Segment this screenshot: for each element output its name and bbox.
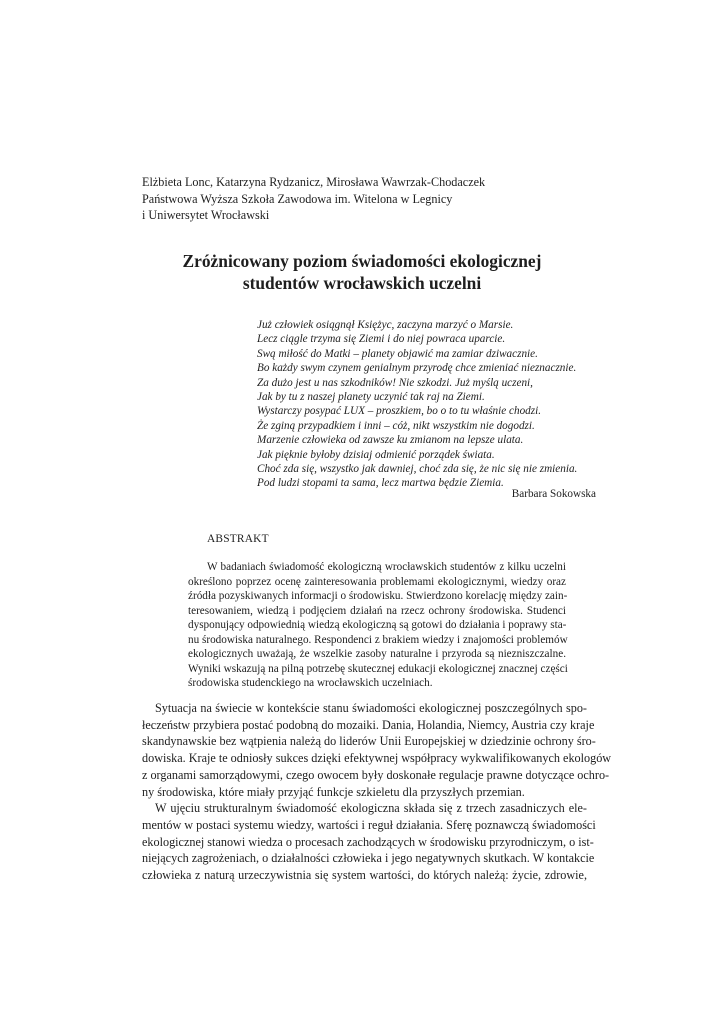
abstract-text	[188, 560, 566, 691]
body-line: człowieka z naturą urzeczywistnia się system wartości, do których należą: życie, zdrowie,	[142, 868, 587, 883]
poem-line: Pod ludzi stopami ta sama, lecz martwa będzie Ziemia.	[257, 477, 504, 490]
body-line: niejących zagrożeniach, o działalności człowieka i jego negatywnych skutkach. W kontakcie	[142, 851, 595, 866]
body-line: W ujęciu strukturalnym świadomość ekologiczna składa się z trzech zasadniczych ele-	[155, 801, 587, 816]
abstract-line: dysponujący odpowiednią wiedzą ekologiczną są gotowi do działania i poprawy sta-	[188, 619, 567, 631]
affiliation-line: Państwowa Wyższa Szkoła Zawodowa im. Witelona w Legnicy	[142, 191, 453, 206]
poem-line: Marzenie człowieka od zawsze ku zmianom na lepsze ulata.	[257, 434, 524, 447]
poem-line: Bo każdy swym czynem genialnym przyrodę chce zmieniać nieznacznie.	[257, 362, 577, 375]
poem-line: Że zginą przypadkiem i inni – cóż, nikt wszystkim nie dogodzi.	[257, 419, 535, 432]
body-line: ny środowiska, które miały przyjąć funkcje szkieletu dla przyszłych przemian.	[142, 784, 525, 799]
abstract-line: środowiska studenckiego na wrocławskich uczelniach.	[188, 677, 433, 689]
body-line: Sytuacja na świecie w kontekście stanu świadomości ekologicznej poszczególnych spo-	[155, 701, 587, 715]
article-title	[0, 250, 724, 294]
poem-author: Barbara Sokowska	[511, 488, 596, 500]
poem-line: Lecz ciągle trzyma się Ziemi i do niej powraca uparcie.	[257, 333, 506, 346]
body-text	[142, 700, 612, 884]
poem-line: Jak by tu z naszej planety uczynić tak raj na Ziemi.	[257, 391, 485, 404]
abstract-line: Wyniki wskazują na pilną potrzebę skutecznej edukacji ekologicznej znacznej części	[188, 662, 568, 675]
poem-line: Wystarczy posypać LUX – proszkiem, bo o to tu właśnie chodzi.	[257, 405, 542, 418]
title-line: studentów wrocławskich uczelni	[242, 273, 482, 293]
poem-line: Już człowiek osiągnął Księżyc, zaczyna marzyć o Marsie.	[257, 319, 514, 331]
author-names: Elżbieta Lonc, Katarzyna Rydzanicz, Mirosława Wawrzak-Chodaczek	[142, 175, 486, 189]
poem-line: Za dużo jest u nas szkodników! Nie szkodzi. Już myślą uczeni,	[257, 376, 533, 389]
abstract-line: nu środowiska naturalnego. Respondenci z brakiem wiedzy i znajomości problemów	[188, 633, 568, 646]
poem-line: Jak pięknie byłoby dzisiaj odmienić porządek świata.	[257, 448, 495, 461]
abstract-line: określono poprzez ocenę zainteresowania problemami ekologicznymi, wiedzy oraz	[188, 575, 566, 588]
abstract-line: teresowaniem, wiedzą i podjęciem działań na rzecz ochrony środowiska. Studenci	[188, 604, 566, 617]
abstract-line: ekologicznych uważają, że wszelkie zasoby naturalne i przyroda są niezniszczalne.	[188, 648, 566, 660]
abstract-line: W badaniach świadomość ekologiczną wrocławskich studentów z kilku uczelni	[207, 561, 566, 573]
body-line: z organami samorządowymi, czego owocem były doskonałe regulacje prawne dotyczące ochro-	[142, 767, 610, 782]
abstract-heading: ABSTRAKT	[207, 533, 269, 545]
author-affiliations	[142, 174, 485, 224]
affiliation-line: i Uniwersytet Wrocławski	[142, 208, 270, 222]
poem-line: Choć zda się, wszystko jak dawniej, choć zda się, że nic się nie zmienia.	[257, 463, 578, 476]
body-line: mentów w postaci systemu wiedzy, wartości i reguł działania. Sferę poznawczą świadomości	[142, 817, 596, 832]
abstract-line: źródła pozyskiwanych informacji o środowisku. Stwierdzono korelację między zain-	[188, 590, 568, 602]
body-line: łeczeństw przybiera postać podobną do mozaiki. Dania, Holandia, Niemcy, Austria czy kraje	[142, 717, 595, 732]
body-line: ekologicznej stanowi wiedza o procesach zachodzących w środowisku przyrodniczym, o ist-	[142, 834, 594, 849]
poem-line: Swą miłość do Matki – planety objawić ma zamiar dziwacznie.	[257, 347, 538, 360]
epigraph-poem	[257, 318, 577, 491]
title-line: Zróżnicowany poziom świadomości ekologicznej	[182, 251, 542, 271]
body-line: dowiska. Kraje te odniosły sukces dzięki efektywnej współpracy wykwalifikowanych ekologów	[142, 751, 612, 766]
body-line: skandynawskie bez wątpienia należą do liderów Unii Europejskiej w dziedzinie ochrony śro-	[142, 734, 596, 749]
